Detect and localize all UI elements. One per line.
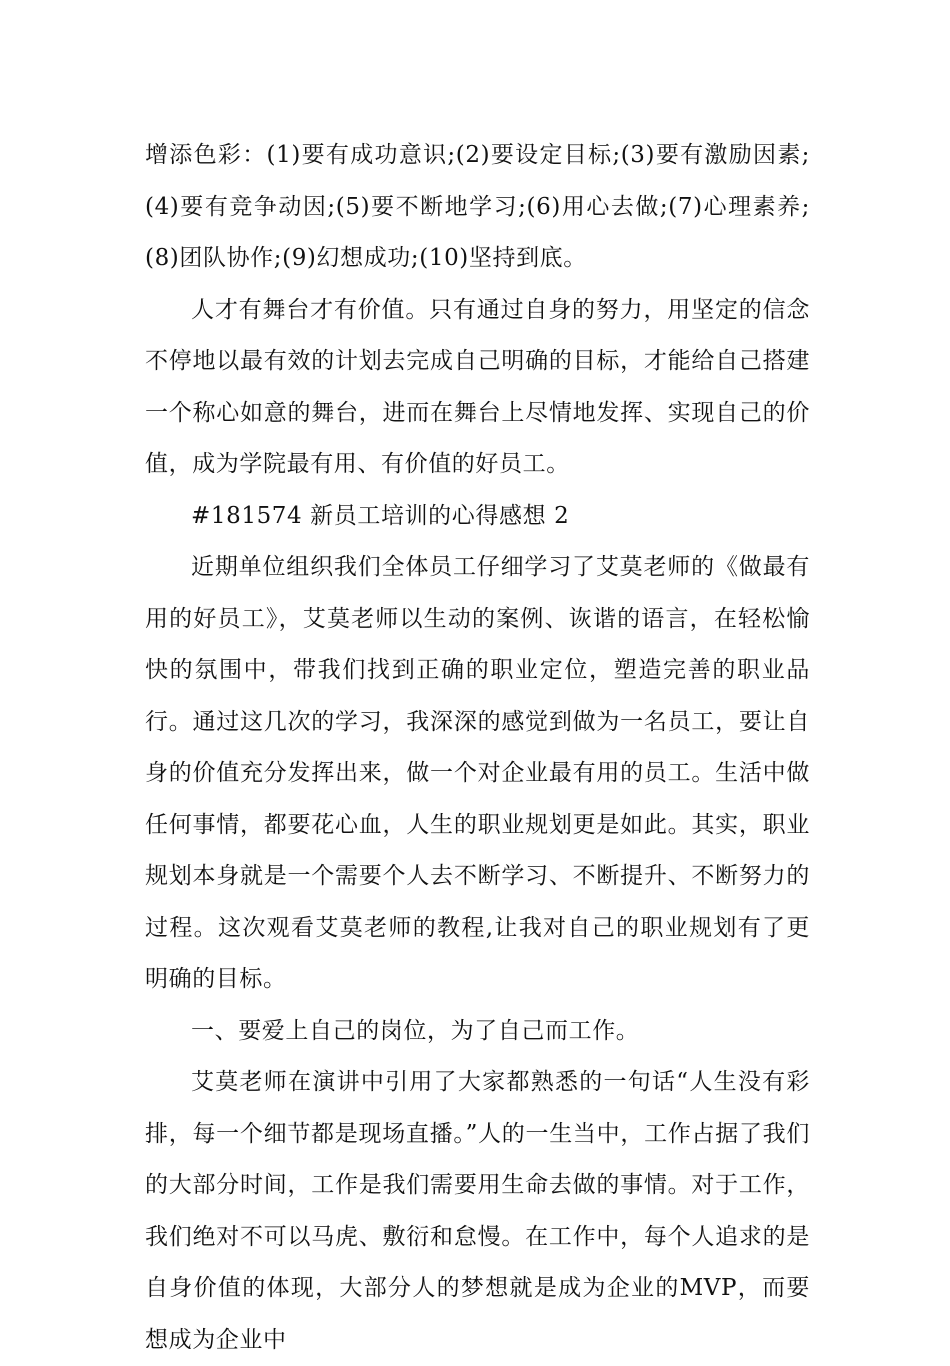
paragraph-no-rehearsal: 艾莫老师在演讲中引用了大家都熟悉的一句话“人生没有彩排，每一个细节都是现场直播。”人的一生当中，工作占据了我们的大部分时间，工作是我们需要用生命去做的事情。对于工作，我们绝对不可以马虎、敷衍和怠慢。在工作中，每个人追求的是自身价值的体现，大部分人的梦想就是成为企业的MVP，而要想成为企业中 — [145, 1069, 810, 1353]
paragraph-talent-stage: 人才有舞台才有价值。只有通过自身的努力，用坚定的信念不停地以最有效的计划去完成自己明确的目标，才能给自己搭建一个称心如意的舞台，进而在舞台上尽情地发挥、实现自己的价值，成为学院最有用、有价值的好员工。 — [145, 296, 810, 477]
document-body — [145, 130, 810, 1366]
paragraph-training-intro: 近期单位组织我们全体员工仔细学习了艾莫老师的《做最有用的好员工》，艾莫老师以生动的案例、诙谐的语言，在轻松愉快的氛围中，带我们找到正确的职业定位，塑造完善的职业品行。通过这几次的学习，我深深的感觉到做为一名员工，要让自身的价值充分发挥出来，做一个对企业最有用的员工。生活中做任何事情，都要花心血，人生的职业规划更是如此。其实，职业规划本身就是一个需要个人去不断学习、不断提升、不断努力的过程。这次观看艾莫老师的教程,让我对自己的职业规划有了更明确的目标。 — [145, 554, 810, 992]
subheading-love-your-job: 一、要爱上自己的岗位，为了自己而工作。 — [191, 1017, 640, 1044]
section-heading: #181574 新员工培训的心得感想 2 — [191, 502, 570, 529]
paragraph-list-continuation: 增添色彩：(1)要有成功意识;(2)要设定目标;(3)要有激励因素;(4)要有竞争动因;(5)要不断地学习;(6)用心去做;(7)心理素养;(8)团队协作;(9)幻想成功;(10)坚持到底。 — [145, 142, 810, 271]
